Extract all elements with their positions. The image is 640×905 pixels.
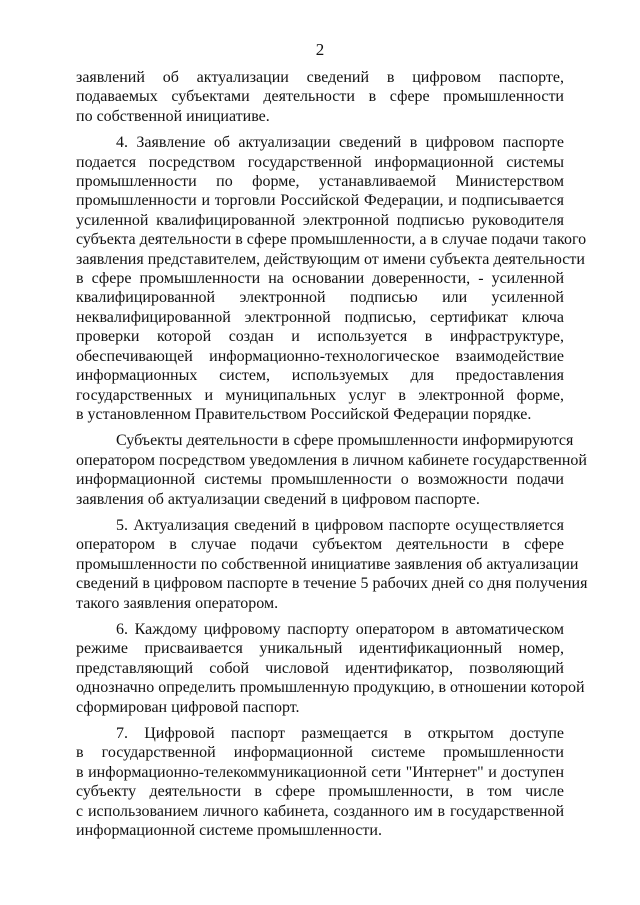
text-line: Субъекты деятельности в сфере промышленности информируются <box>116 432 574 450</box>
text-line: информационной системе промышленности. <box>76 822 382 840</box>
text-line: 5. Актуализация сведений в цифровом паспорте осуществляется <box>116 516 564 534</box>
text-line: однозначно определить промышленную продукцию, в отношении которой <box>76 679 585 697</box>
text-line: усиленной квалифицированной электронной подписью руководителя <box>76 211 564 229</box>
text-line: неквалифицированной электронной подписью, сертификат ключа <box>76 308 564 326</box>
text-line: представляющий собой числовой идентификатор, позволяющий <box>76 659 564 677</box>
text-line: такого заявления оператором. <box>76 594 279 612</box>
text-line: в сфере промышленности на основании доверенности, - усиленной <box>76 270 564 288</box>
text-line: сведений в цифровом паспорте в течение 5 рабочих дней со дня получения <box>76 575 588 593</box>
paragraph-notification <box>76 431 587 509</box>
text-line: государственных и муниципальных услуг в электронной форме, <box>76 386 564 404</box>
text-line: в информационно-телекоммуникационной сети "Интернет" и доступен <box>76 763 564 781</box>
text-line: по собственной инициативе. <box>76 107 270 125</box>
text-line: заявления представителем, действующим от имени субъекта деятельности <box>76 250 585 268</box>
text-line: информационной системы промышленности о возможности подачи <box>76 471 564 489</box>
text-line: субъекта деятельности в сфере промышленности, а в случае подачи такого <box>76 231 587 249</box>
text-line: обеспечивающей информационно-технологическое взаимодействие <box>76 347 564 365</box>
text-line: подаваемых субъектами деятельности в сфере промышленности <box>76 88 564 106</box>
paragraph-continuation <box>76 68 564 126</box>
document-body <box>76 68 588 847</box>
text-line: сформирован цифровой паспорт. <box>76 698 300 716</box>
text-line: оператором посредством уведомления в личном кабинете государственной <box>76 451 587 469</box>
text-line: оператором в случае подачи субъектом деятельности в сфере <box>76 536 564 554</box>
paragraph-item-6 <box>76 620 585 717</box>
text-line: 6. Каждому цифровому паспорту оператором в автоматическом <box>116 620 564 638</box>
text-line: субъекту деятельности в сфере промышленности, в том числе <box>76 783 564 801</box>
page-number: 2 <box>315 40 325 59</box>
text-line: квалифицированной электронной подписью или усиленной <box>76 289 564 307</box>
paragraph-item-5 <box>76 516 588 613</box>
text-line: заявлений об актуализации сведений в цифровом паспорте, <box>76 69 564 86</box>
text-line: режиме присваивается уникальный идентификационный номер, <box>76 640 564 658</box>
text-line: с использованием личного кабинета, созданного им в государственной <box>76 802 564 820</box>
text-line: промышленности по собственной инициативе заявления об актуализации <box>76 555 579 573</box>
text-line: промышленности по форме, устанавливаемой Министерством <box>76 173 564 191</box>
text-line: заявления об актуализации сведений в цифровом паспорте. <box>76 490 480 508</box>
text-line: 4. Заявление об актуализации сведений в цифровом паспорте <box>116 134 564 152</box>
paragraph-item-4 <box>76 133 587 424</box>
text-line: 7. Цифровой паспорт размещается в открытом доступе <box>116 725 564 742</box>
text-line: подается посредством государственной информационной системы <box>76 153 564 171</box>
text-line: информационных систем, используемых для предоставления <box>76 367 564 385</box>
paragraph-item-7 <box>76 724 564 840</box>
text-line: проверки которой создан и используется в инфраструктуре, <box>76 328 564 346</box>
text-line: в установленном Правительством Российской Федерации порядке. <box>76 405 532 423</box>
text-line: промышленности и торговли Российской Федерации, и подписывается <box>76 192 564 210</box>
text-line: в государственной информационной системе промышленности <box>76 744 564 762</box>
